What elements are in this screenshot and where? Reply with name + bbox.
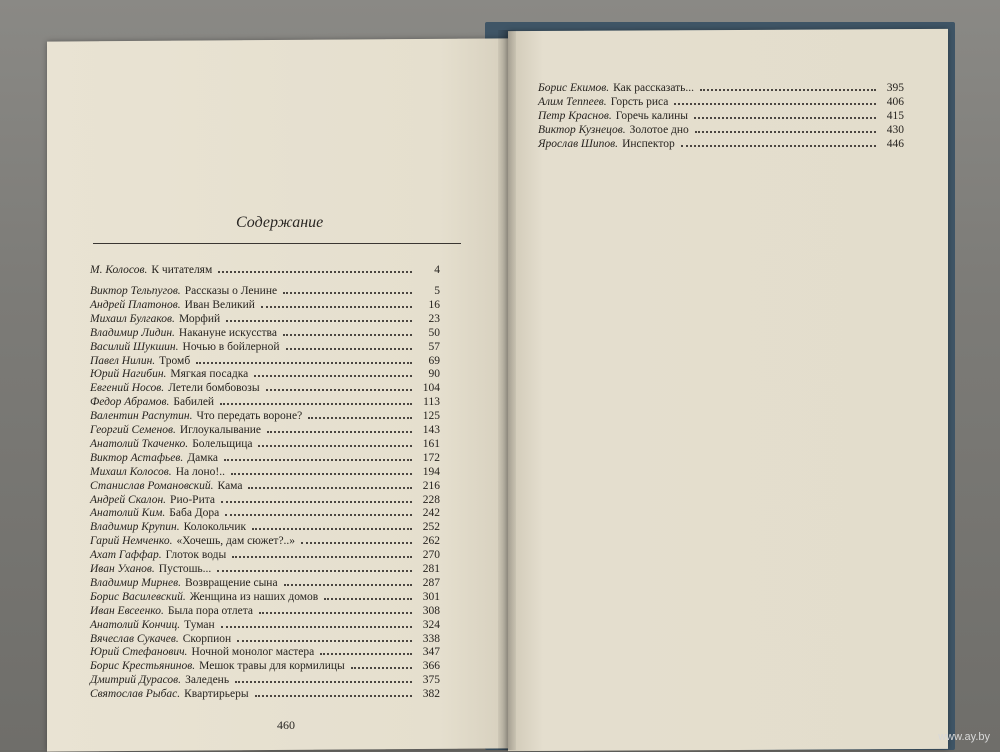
entry-author: Вячеслав Сукачев. <box>90 632 179 645</box>
dot-leader <box>266 387 412 391</box>
dot-leader <box>255 693 412 697</box>
entry-title: Золотое дно <box>629 124 689 136</box>
contents-entry <box>538 122 904 136</box>
entry-title: Иглоукалывание <box>179 424 261 436</box>
contents-entry <box>90 672 440 686</box>
entry-author: Георгий Семенов. <box>90 424 176 436</box>
page-number: 460 <box>277 718 295 732</box>
entry-author: Станислав Романовский. <box>90 479 214 492</box>
entry-author: Иван Евсеенко. <box>90 604 164 617</box>
entry-page: 16 <box>428 298 440 311</box>
entry-page: 281 <box>422 563 440 575</box>
entry-author: Андрей Платонов. <box>90 298 181 311</box>
contents-entry <box>90 283 440 297</box>
contents-entry <box>90 589 440 603</box>
contents-entry <box>90 450 440 464</box>
entry-page: 125 <box>422 410 440 423</box>
dot-leader <box>235 679 412 683</box>
entry-author: Юрий Нагибин. <box>90 368 167 381</box>
entry-title: Глоток воды <box>165 549 227 562</box>
dot-leader <box>221 499 412 503</box>
dot-leader <box>700 87 876 91</box>
entry-title: К читателям <box>151 264 213 276</box>
entry-title: Баба Дора <box>169 507 220 520</box>
entry-title: Туман <box>184 618 215 631</box>
entry-author: Борис Екимов. <box>538 82 610 94</box>
entry-page: 252 <box>422 521 440 534</box>
dot-leader <box>283 290 412 294</box>
entry-page: 194 <box>422 465 440 478</box>
entry-author: М. Колосов. <box>90 264 148 276</box>
entry-title: Тромб <box>159 354 191 367</box>
book-gutter <box>498 30 516 750</box>
entry-title: Мешок травы для кормилицы <box>199 660 345 673</box>
contents-entry <box>90 686 440 700</box>
entry-page: 347 <box>422 646 440 659</box>
entry-title: Накануне искусства <box>178 326 277 339</box>
dot-leader <box>301 540 412 544</box>
entry-page: 57 <box>428 340 440 353</box>
dot-leader <box>286 346 413 350</box>
entry-title: Женщина из наших домов <box>189 590 319 603</box>
contents-entry <box>90 422 440 436</box>
dot-leader <box>231 471 412 475</box>
entry-title: Ночной монолог мастера <box>191 646 315 659</box>
contents-entry <box>90 561 440 575</box>
contents-entry <box>90 353 440 367</box>
contents-entry <box>90 547 440 561</box>
heading-rule <box>93 243 461 244</box>
dot-leader <box>261 304 412 308</box>
entry-page: 161 <box>422 437 440 450</box>
entry-title: Пустошь... <box>158 563 212 575</box>
entry-title: Заледень <box>185 674 230 687</box>
entry-title: Бабилей <box>173 396 215 409</box>
dot-leader <box>351 665 412 669</box>
entry-author: Святослав Рыбас. <box>90 688 181 701</box>
entry-author: Петр Краснов. <box>538 110 612 122</box>
entry-title: Инспектор <box>622 138 675 150</box>
entry-title: Горечь калины <box>615 110 689 122</box>
dot-leader <box>237 638 412 642</box>
contents-entry <box>538 136 904 150</box>
entry-author: Анатолий Кончиц. <box>90 618 181 631</box>
dot-leader <box>259 610 412 614</box>
entry-page: 338 <box>422 632 440 645</box>
entry-page: 143 <box>422 424 440 436</box>
dot-leader <box>695 129 876 133</box>
contents-entry <box>90 408 440 422</box>
contents-entry <box>90 631 440 645</box>
entry-title: Иван Великий <box>184 298 255 311</box>
entry-title: Скорпион <box>182 632 232 645</box>
contents-entry <box>90 575 440 589</box>
entry-page: 415 <box>886 110 904 122</box>
contents-entry <box>90 311 440 325</box>
contents-entry <box>90 533 440 547</box>
contents-entry <box>90 394 440 408</box>
entry-author: Андрей Скалон. <box>90 493 167 506</box>
entry-author: Виктор Тельпугов. <box>90 285 181 297</box>
entry-author: Виктор Кузнецов. <box>538 124 626 136</box>
dot-leader <box>254 373 412 377</box>
entry-page: 446 <box>886 138 904 150</box>
contents-entry <box>90 366 440 380</box>
entry-title: Квартирьеры <box>184 688 249 701</box>
contents-entry <box>90 464 440 478</box>
entry-author: Юрий Стефанович. <box>90 646 188 659</box>
contents-entry <box>90 658 440 672</box>
entry-page: 113 <box>423 396 440 409</box>
entry-author: Валентин Распутин. <box>90 410 193 423</box>
dot-leader <box>258 443 412 447</box>
entry-title: Ночью в бойлерной <box>182 340 280 353</box>
entry-author: Михаил Булгаков. <box>90 312 175 325</box>
entry-page: 90 <box>428 368 440 381</box>
entry-page: 228 <box>422 493 440 506</box>
dot-leader <box>681 143 876 147</box>
entry-page: 382 <box>422 688 440 701</box>
entry-author: Анатолий Ким. <box>90 507 166 520</box>
entry-title: Кама <box>217 479 243 492</box>
entry-author: Иван Уханов. <box>90 563 155 575</box>
dot-leader <box>267 429 412 433</box>
dot-leader <box>217 568 412 572</box>
entry-page: 308 <box>422 604 440 617</box>
entry-page: 104 <box>422 382 440 395</box>
contents-entry <box>90 436 440 450</box>
entry-page: 69 <box>428 354 440 367</box>
entry-title: Рассказы о Ленине <box>184 285 278 297</box>
entry-author: Дмитрий Дурасов. <box>90 674 182 687</box>
dot-leader <box>221 624 412 628</box>
entry-author: Владимир Мирнев. <box>90 576 181 589</box>
contents-entry <box>90 644 440 658</box>
contents-entry <box>90 339 440 353</box>
entry-page: 375 <box>422 674 440 687</box>
contents-entry <box>90 325 440 339</box>
entry-title: Морфий <box>178 312 221 325</box>
entry-title: Что передать вороне? <box>196 410 303 423</box>
entry-author: Евгений Носов. <box>90 382 165 395</box>
entry-author: Василий Шукшин. <box>90 340 179 353</box>
dot-leader <box>283 332 412 336</box>
entry-author: Михаил Колосов. <box>90 465 172 478</box>
entry-page: 262 <box>422 535 440 548</box>
contents-entry <box>90 603 440 617</box>
entry-title: Возвращение сына <box>184 576 278 589</box>
contents-entry <box>90 519 440 533</box>
entry-author: Алим Теппеев. <box>538 96 607 108</box>
entry-author: Федор Абрамов. <box>90 396 170 409</box>
entry-page: 172 <box>422 451 440 464</box>
entry-page: 270 <box>422 549 440 562</box>
contents-entry <box>90 617 440 631</box>
dot-leader <box>284 582 412 586</box>
entry-author: Гарий Немченко. <box>90 535 173 548</box>
contents-entry <box>90 297 440 311</box>
entry-page: 395 <box>886 82 904 94</box>
entry-page: 430 <box>886 124 904 136</box>
contents-entry <box>538 94 904 108</box>
entry-title: Дамка <box>187 451 218 464</box>
dot-leader <box>196 360 412 364</box>
entry-page: 50 <box>428 326 440 339</box>
entry-author: Владимир Крупин. <box>90 521 180 534</box>
dot-leader <box>320 651 412 655</box>
entry-page: 4 <box>434 264 440 276</box>
entry-title: Горсть риса <box>610 96 669 108</box>
contents-entry <box>90 262 440 276</box>
dot-leader <box>674 101 876 105</box>
contents-entry <box>538 80 904 94</box>
entry-page: 23 <box>428 312 440 325</box>
dot-leader <box>252 526 412 530</box>
watermark: www.ay.by <box>938 731 990 743</box>
entry-page: 5 <box>434 285 440 297</box>
dot-leader <box>218 269 412 273</box>
entry-page: 301 <box>422 590 440 603</box>
contents-entry <box>90 380 440 394</box>
dot-leader <box>226 318 412 322</box>
entry-author: Ахат Гаффар. <box>90 549 162 562</box>
contents-heading: Содержание <box>236 214 324 231</box>
dot-leader <box>324 596 412 600</box>
contents-entry <box>90 505 440 519</box>
entry-page: 324 <box>422 618 440 631</box>
dot-leader <box>694 115 876 119</box>
entry-title: На лоно!.. <box>175 465 225 478</box>
entry-page: 216 <box>422 479 440 492</box>
entry-page: 242 <box>422 507 440 520</box>
entry-page: 287 <box>422 576 440 589</box>
entry-title: Была пора отлета <box>167 604 254 617</box>
dot-leader <box>225 512 412 516</box>
entry-page: 406 <box>886 96 904 108</box>
dot-leader <box>220 401 412 405</box>
entry-title: Рио-Рита <box>170 493 215 506</box>
entry-title: Мягкая посадка <box>170 368 249 381</box>
entry-title: Как рассказать... <box>613 82 695 94</box>
entry-author: Ярослав Шипов. <box>538 138 619 150</box>
entry-title: Летели бомбовозы <box>168 382 260 395</box>
entry-author: Владимир Лидин. <box>90 326 175 339</box>
dot-leader <box>308 415 412 419</box>
entry-author: Борис Крестьянинов. <box>90 660 196 673</box>
entry-author: Анатолий Ткаченко. <box>90 437 189 450</box>
entry-title: Колокольчик <box>183 521 247 534</box>
entry-author: Виктор Астафьев. <box>90 451 184 464</box>
entry-title: Болельщица <box>192 437 253 450</box>
entry-author: Павел Нилин. <box>90 354 156 367</box>
contents-entry <box>538 108 904 122</box>
dot-leader <box>232 554 412 558</box>
entry-page: 366 <box>422 660 440 673</box>
contents-entry <box>90 478 440 492</box>
dot-leader <box>248 485 412 489</box>
entry-author: Борис Василевский. <box>90 590 186 603</box>
contents-entry <box>90 492 440 506</box>
entry-title: «Хочешь, дам сюжет?..» <box>176 535 296 548</box>
dot-leader <box>224 457 412 461</box>
